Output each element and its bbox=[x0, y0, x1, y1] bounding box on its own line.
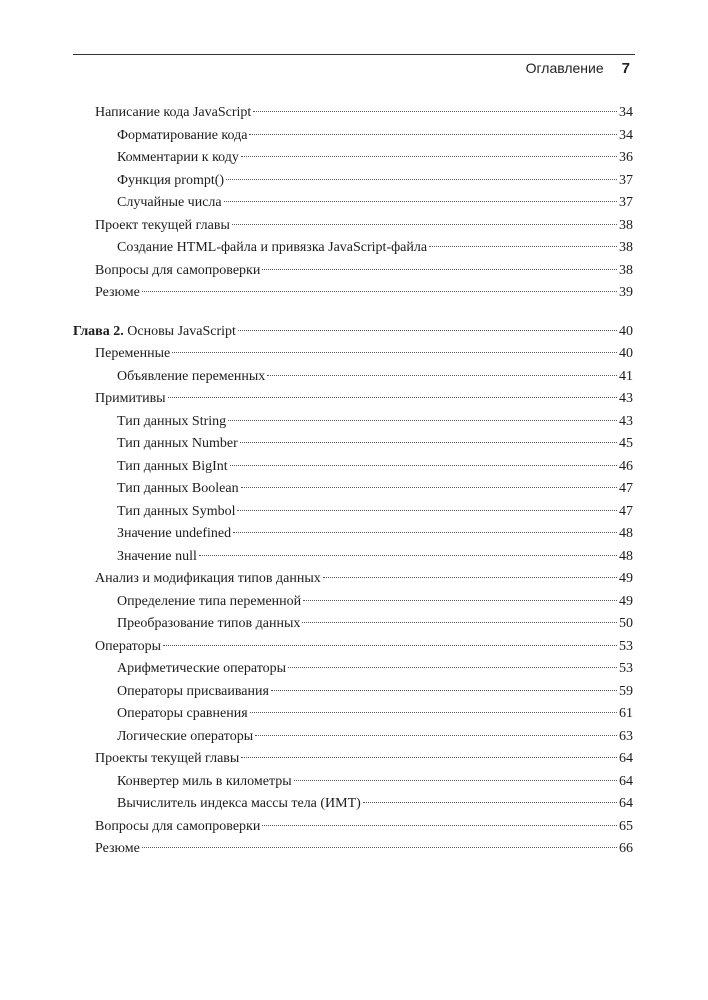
toc-entry-page: 43 bbox=[619, 391, 633, 406]
toc-entry-label bbox=[117, 658, 286, 680]
toc-entry-page: 64 bbox=[619, 796, 633, 811]
toc-entry-title: Проекты текущей главы bbox=[95, 751, 240, 766]
toc-entry-label bbox=[117, 703, 248, 725]
toc-entry bbox=[117, 192, 633, 214]
toc-entry-title: Операторы bbox=[95, 638, 162, 654]
toc-entry bbox=[95, 838, 633, 860]
toc-entry bbox=[95, 282, 633, 304]
dot-leader bbox=[253, 111, 617, 112]
dot-leader bbox=[363, 802, 617, 803]
toc-entry-title: Тип данных Symbol bbox=[117, 503, 236, 519]
toc-entry-page: 36 bbox=[619, 150, 633, 165]
toc-entry-title: Форматирование кода bbox=[117, 127, 248, 143]
toc-entry-title: Случайные числа bbox=[117, 195, 222, 210]
dot-leader bbox=[288, 667, 617, 668]
dot-leader bbox=[238, 330, 617, 331]
toc-entry-page: 47 bbox=[619, 503, 633, 519]
dot-leader bbox=[142, 291, 617, 292]
toc-entry-page: 39 bbox=[619, 285, 633, 300]
toc-entry-label bbox=[117, 478, 239, 500]
toc-entry-label bbox=[95, 748, 239, 770]
toc-entry-page: 50 bbox=[619, 616, 633, 631]
toc-entry-page: 37 bbox=[619, 195, 633, 210]
toc-entry-label bbox=[117, 237, 427, 259]
toc-entry bbox=[117, 433, 633, 455]
toc-entry bbox=[117, 237, 633, 259]
toc-entry-page: 66 bbox=[619, 841, 633, 856]
header-rule bbox=[73, 54, 635, 55]
dot-leader bbox=[262, 825, 617, 826]
toc-entry-label bbox=[117, 501, 235, 523]
toc-entry-title: Анализ и модификация типов данных bbox=[95, 571, 321, 586]
dot-leader bbox=[302, 622, 617, 623]
toc-entry-title: Конвертер миль в километры bbox=[117, 773, 292, 789]
toc-entry-label bbox=[117, 546, 197, 568]
toc-entry-title: Создание HTML-файла и привязка JavaScript-файла bbox=[117, 240, 428, 255]
toc-entry-label bbox=[117, 125, 247, 147]
toc-entry bbox=[95, 816, 633, 838]
toc-entry-page: 63 bbox=[619, 728, 633, 744]
toc-entry-label bbox=[117, 613, 300, 635]
toc-entry-page: 48 bbox=[619, 526, 633, 541]
toc-entry-label bbox=[117, 771, 292, 793]
dot-leader bbox=[172, 352, 617, 353]
toc-entry-label bbox=[95, 343, 170, 365]
toc-entry-title: Операторы сравнения bbox=[117, 706, 248, 721]
toc-entry-title: Операторы присваивания bbox=[117, 683, 269, 699]
toc-entry-title: Арифметические операторы bbox=[117, 661, 287, 676]
toc-entry-title: Вопросы для самопроверки bbox=[95, 262, 261, 278]
toc-entry-label bbox=[117, 170, 224, 192]
toc-entry-page: 49 bbox=[619, 593, 633, 609]
toc-entry bbox=[117, 523, 633, 545]
toc-entry-label bbox=[117, 681, 269, 703]
dot-leader bbox=[233, 532, 617, 533]
dot-leader bbox=[323, 577, 617, 578]
toc-entry-label bbox=[95, 388, 166, 410]
toc-entry-label bbox=[117, 192, 222, 214]
toc-entry bbox=[95, 748, 633, 770]
toc-entry-title: Значение null bbox=[117, 548, 197, 564]
toc-entry-title: Переменные bbox=[95, 346, 171, 361]
toc-entry bbox=[117, 703, 633, 725]
toc-entry-label bbox=[117, 147, 239, 169]
toc-entry-label bbox=[95, 215, 230, 237]
toc-entry bbox=[117, 125, 633, 147]
running-head-title: Оглавление bbox=[525, 60, 604, 76]
toc-entry-page: 65 bbox=[619, 818, 633, 834]
toc-entry-label bbox=[117, 456, 228, 478]
toc-entry-title: Функция prompt() bbox=[117, 172, 225, 188]
toc-entry-page: 38 bbox=[619, 262, 633, 278]
toc-entry bbox=[117, 478, 633, 500]
toc-entry bbox=[117, 793, 633, 815]
toc-entry bbox=[95, 260, 633, 282]
toc-entry-title: Объявление переменных bbox=[117, 368, 266, 384]
toc-entry-page: 34 bbox=[619, 127, 633, 143]
toc-entry-page: 53 bbox=[619, 661, 633, 676]
dot-leader bbox=[241, 757, 617, 758]
toc-entry bbox=[117, 771, 633, 793]
toc-entry-title: Резюме bbox=[95, 285, 140, 300]
dot-leader bbox=[262, 269, 617, 270]
toc-entry-title: Вычислитель индекса массы тела (ИМТ) bbox=[117, 796, 361, 811]
toc-entry bbox=[95, 636, 633, 658]
toc-entry-page: 40 bbox=[619, 323, 633, 339]
toc-entry-label bbox=[117, 726, 253, 748]
toc-entry-page: 59 bbox=[619, 683, 633, 699]
toc-entry bbox=[117, 546, 633, 568]
toc-entry-label bbox=[95, 816, 260, 838]
toc-entry bbox=[117, 613, 633, 635]
toc-entry-label bbox=[95, 838, 140, 860]
toc-entry bbox=[117, 501, 633, 523]
toc-entry-label bbox=[117, 411, 226, 433]
page-number: 7 bbox=[621, 60, 630, 77]
toc-entry-title: Тип данных Number bbox=[117, 436, 238, 451]
toc-entry-label bbox=[117, 591, 301, 613]
toc-entry-label bbox=[117, 793, 361, 815]
toc-entry-page: 45 bbox=[619, 436, 633, 451]
toc-entry-page: 64 bbox=[619, 773, 633, 789]
dot-leader bbox=[226, 179, 617, 180]
toc-entry-label bbox=[117, 366, 265, 388]
dot-leader bbox=[228, 420, 617, 421]
toc-entry-title: Написание кода JavaScript bbox=[95, 105, 252, 120]
toc-entry-page: 43 bbox=[619, 413, 633, 429]
chapter-prefix: Глава 2. bbox=[73, 323, 124, 339]
toc-entry-label bbox=[117, 433, 238, 455]
toc-entry-page: 40 bbox=[619, 346, 633, 361]
toc-entry-title: Комментарии к коду bbox=[117, 150, 239, 165]
toc-entry-label bbox=[117, 523, 231, 545]
toc-entry bbox=[117, 147, 633, 169]
toc-entry-label bbox=[95, 636, 161, 658]
dot-leader bbox=[250, 712, 617, 713]
dot-leader bbox=[199, 555, 617, 556]
toc-entry bbox=[117, 366, 633, 388]
toc-entry bbox=[117, 658, 633, 680]
toc-entry-title: Тип данных Boolean bbox=[117, 481, 239, 496]
toc-entry bbox=[95, 388, 633, 410]
dot-leader bbox=[255, 735, 617, 736]
dot-leader bbox=[303, 600, 617, 601]
toc-entry-title: Определение типа переменной bbox=[117, 593, 302, 609]
toc-entry-label bbox=[95, 282, 140, 304]
toc-entry bbox=[117, 456, 633, 478]
toc-entry-title: Тип данных BigInt bbox=[117, 458, 228, 474]
toc-entry-page: 48 bbox=[619, 548, 633, 564]
toc-chapter-entry bbox=[73, 321, 633, 343]
toc-entry bbox=[95, 102, 633, 124]
toc-entry-label bbox=[95, 260, 260, 282]
toc-entry-title: Значение undefined bbox=[117, 526, 232, 541]
toc-entry-page: 38 bbox=[619, 240, 633, 255]
toc-entry-page: 37 bbox=[619, 172, 633, 188]
dot-leader bbox=[232, 224, 617, 225]
toc-entry-page: 47 bbox=[619, 481, 633, 496]
toc-entry-page: 46 bbox=[619, 458, 633, 474]
toc-entry-page: 38 bbox=[619, 217, 633, 233]
toc-entry-page: 64 bbox=[619, 751, 633, 766]
toc-entry-title: Логические операторы bbox=[117, 728, 254, 744]
toc-entry bbox=[95, 343, 633, 365]
toc-entry-label bbox=[95, 102, 251, 124]
toc-entry bbox=[117, 170, 633, 192]
dot-leader bbox=[271, 690, 617, 691]
toc-entry-page: 34 bbox=[619, 105, 633, 120]
toc-entry bbox=[95, 215, 633, 237]
dot-leader bbox=[230, 465, 617, 466]
dot-leader bbox=[224, 201, 617, 202]
toc-entry-page: 41 bbox=[619, 368, 633, 384]
toc-entry-label bbox=[95, 568, 321, 590]
toc-entry-title: Проект текущей главы bbox=[95, 217, 230, 233]
toc-entry-page: 61 bbox=[619, 706, 633, 721]
toc-entry bbox=[117, 591, 633, 613]
toc-entry-title: Примитивы bbox=[95, 391, 166, 406]
toc-entry-page: 49 bbox=[619, 571, 633, 586]
toc-entry bbox=[117, 411, 633, 433]
running-head bbox=[526, 60, 630, 77]
dot-leader bbox=[294, 780, 617, 781]
toc-entry-title: Преобразование типов данных bbox=[117, 616, 301, 631]
dot-leader bbox=[429, 246, 617, 247]
toc-entry-title: Вопросы для самопроверки bbox=[95, 818, 261, 834]
dot-leader bbox=[249, 134, 617, 135]
toc-entry bbox=[95, 568, 633, 590]
dot-leader bbox=[267, 375, 617, 376]
dot-leader bbox=[168, 397, 617, 398]
dot-leader bbox=[241, 156, 617, 157]
toc-entry-page: 53 bbox=[619, 638, 633, 654]
toc-entry-title: Основы JavaScript bbox=[127, 323, 236, 339]
dot-leader bbox=[240, 442, 617, 443]
dot-leader bbox=[237, 510, 617, 511]
toc-entry-title: Тип данных String bbox=[117, 413, 227, 429]
toc-entry bbox=[117, 681, 633, 703]
dot-leader bbox=[163, 645, 617, 646]
toc-entry-label bbox=[73, 321, 236, 343]
toc-entry-title: Резюме bbox=[95, 841, 140, 856]
toc-entry bbox=[117, 726, 633, 748]
dot-leader bbox=[241, 487, 617, 488]
dot-leader bbox=[142, 847, 617, 848]
